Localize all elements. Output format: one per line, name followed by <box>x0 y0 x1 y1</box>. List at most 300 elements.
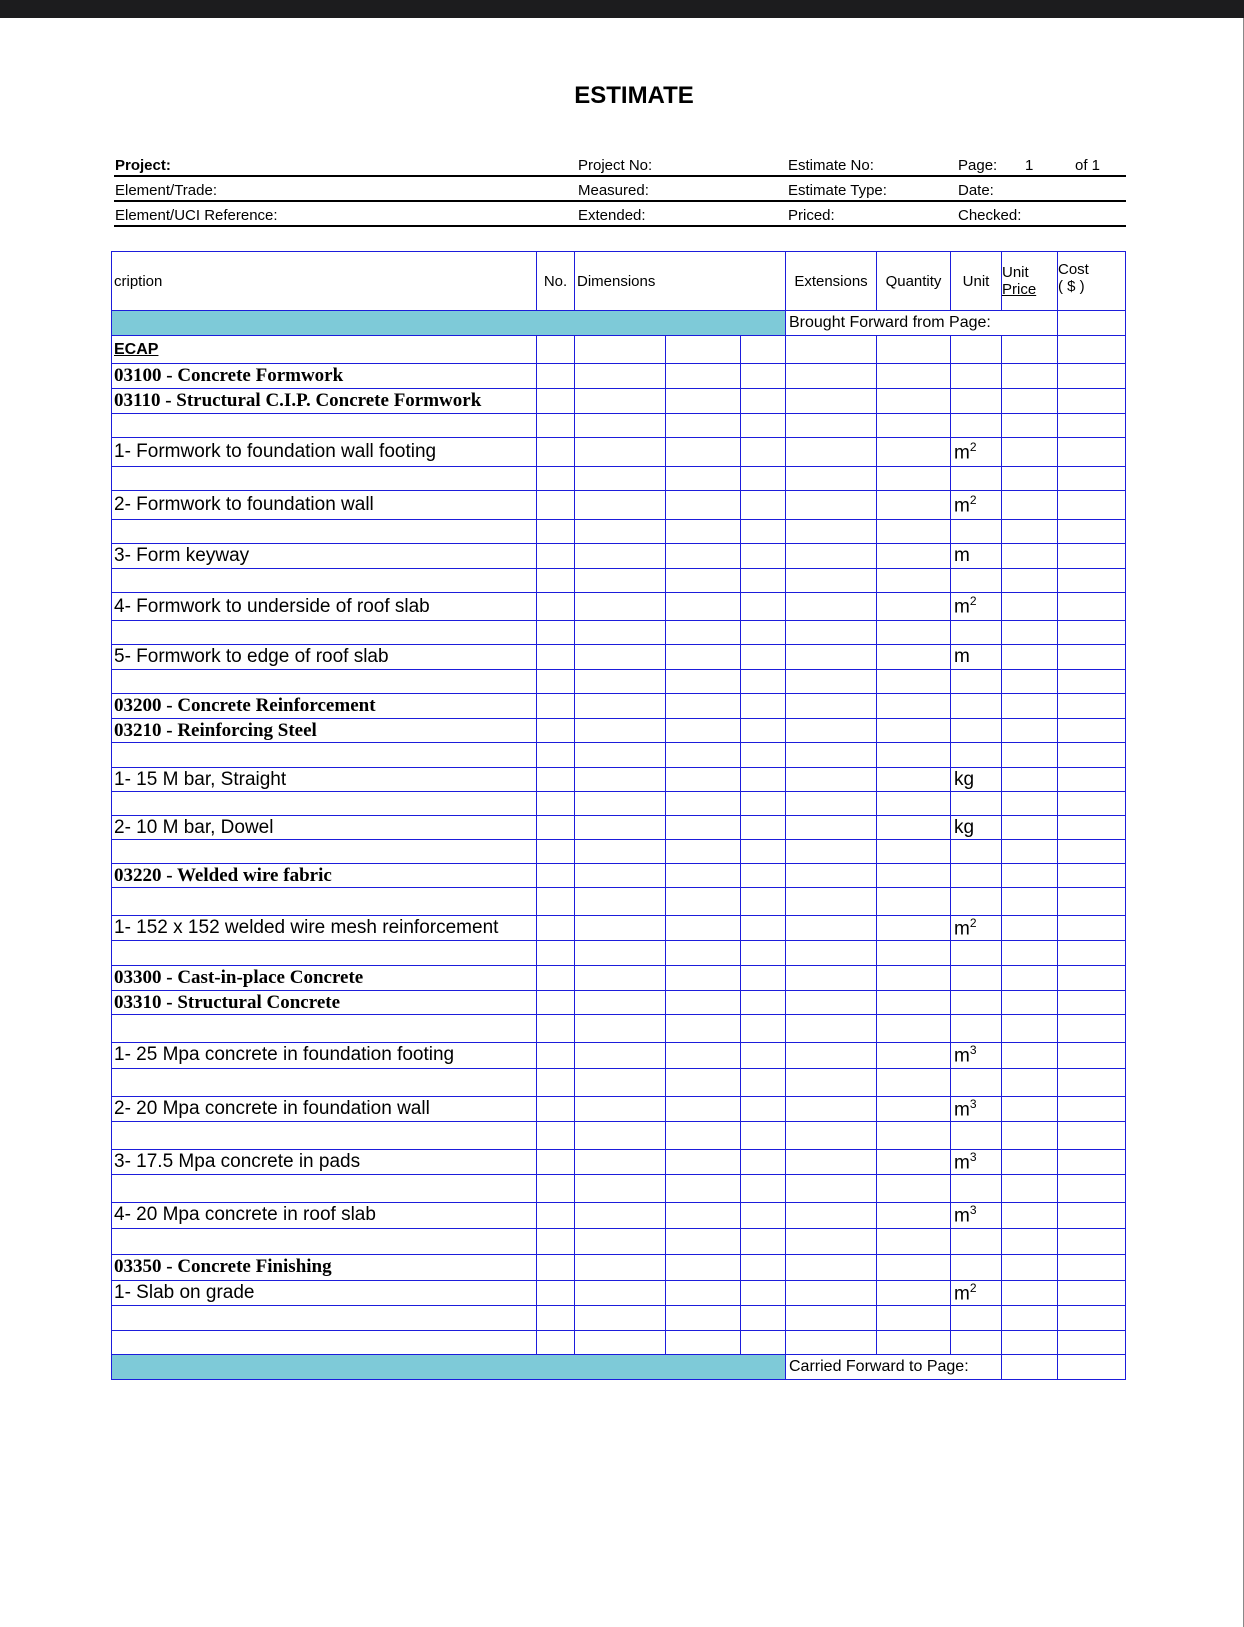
grid-cell <box>1002 888 1058 916</box>
grid-cell <box>537 1043 575 1068</box>
grid-cell <box>877 645 951 670</box>
unit-text: m <box>954 1282 970 1304</box>
grid-cell <box>575 941 666 966</box>
grid-cell <box>575 916 666 941</box>
grid-cell <box>1058 864 1126 888</box>
table-row <box>112 991 1126 1015</box>
grid-cell <box>537 336 575 364</box>
grid-cell <box>537 840 575 864</box>
unit-cell <box>951 544 1002 569</box>
table-row <box>112 694 1126 719</box>
grid-cell <box>1058 743 1126 768</box>
unit-text: m <box>954 495 970 517</box>
grid-cell <box>1002 768 1058 792</box>
grid-cell <box>537 941 575 966</box>
description-cell: 2- 20 Mpa concrete in foundation wall <box>112 1096 537 1121</box>
grid-cell <box>877 438 951 467</box>
grid-cell <box>1058 1305 1126 1330</box>
grid-cell <box>537 438 575 467</box>
grid-cell <box>786 1280 877 1305</box>
grid-cell <box>786 336 877 364</box>
unit-text: m <box>954 442 970 464</box>
grid-cell <box>741 1068 786 1096</box>
grid-cell <box>877 1228 951 1254</box>
description-cell: 03350 - Concrete Finishing <box>112 1254 537 1280</box>
grid-cell <box>877 520 951 544</box>
table-row <box>112 966 1126 991</box>
grid-cell <box>1058 1254 1126 1280</box>
estimate-no-label: Estimate No: <box>788 157 874 174</box>
grid-cell <box>537 1068 575 1096</box>
grid-cell <box>786 544 877 569</box>
grid-cell <box>877 1043 951 1068</box>
description-cell: 03220 - Welded wire fabric <box>112 864 537 888</box>
description-cell: 03200 - Concrete Reinforcement <box>112 694 537 719</box>
grid-cell <box>575 1121 666 1149</box>
grid-cell <box>575 768 666 792</box>
grid-cell <box>1002 864 1058 888</box>
grid-cell <box>575 991 666 1015</box>
grid-cell <box>666 593 741 621</box>
grid-cell <box>575 694 666 719</box>
grid-cell <box>537 645 575 670</box>
page-title: ESTIMATE <box>574 82 694 109</box>
grid-cell <box>537 888 575 916</box>
grid-cell <box>1058 1149 1126 1174</box>
unit-exponent: 3 <box>969 1203 977 1218</box>
brought-forward-label: Brought Forward from Page: <box>786 311 1058 336</box>
grid-cell <box>1002 593 1058 621</box>
grid-cell <box>877 467 951 491</box>
grid-cell <box>786 1305 877 1330</box>
grid-cell <box>575 621 666 645</box>
grid-cell <box>666 1203 741 1228</box>
description-cell <box>112 941 537 966</box>
grid-cell <box>666 467 741 491</box>
grid-cell <box>877 593 951 621</box>
grid-cell <box>666 645 741 670</box>
grid-cell <box>1002 670 1058 694</box>
unit-cell <box>951 768 1002 792</box>
grid-cell <box>1058 694 1126 719</box>
grid-cell <box>786 1254 877 1280</box>
grid-cell <box>1002 621 1058 645</box>
grid-cell <box>741 743 786 768</box>
grid-cell <box>1058 1043 1126 1068</box>
grid-cell <box>1058 389 1126 414</box>
unit-cell <box>951 864 1002 888</box>
description-cell: 4- 20 Mpa concrete in roof slab <box>112 1203 537 1228</box>
grid-cell <box>1002 438 1058 467</box>
description-cell: 4- Formwork to underside of roof slab <box>112 593 537 621</box>
project-label: Project: <box>115 157 171 174</box>
grid-cell <box>877 719 951 743</box>
grid-cell <box>537 816 575 840</box>
grid-cell <box>1058 1203 1126 1228</box>
grid-cell <box>1058 816 1126 840</box>
column-header-row <box>112 252 1126 311</box>
unit-cell <box>951 467 1002 491</box>
unit-exponent: 2 <box>969 1280 977 1295</box>
table-row <box>112 1305 1126 1330</box>
grid-cell <box>741 768 786 792</box>
unit-cell <box>951 816 1002 840</box>
grid-cell <box>666 966 741 991</box>
grid-cell <box>786 816 877 840</box>
unit-cell <box>951 694 1002 719</box>
grid-cell <box>666 1121 741 1149</box>
grid-cell <box>537 1203 575 1228</box>
unit-cell <box>951 491 1002 520</box>
grid-cell <box>575 966 666 991</box>
description-cell: 2- Formwork to foundation wall <box>112 491 537 520</box>
grid-cell <box>537 1175 575 1203</box>
grid-cell <box>741 888 786 916</box>
grid-cell <box>1002 1254 1058 1280</box>
grid-cell <box>575 593 666 621</box>
grid-cell <box>575 1043 666 1068</box>
grid-cell <box>1002 743 1058 768</box>
grid-cell <box>1002 544 1058 569</box>
grid-cell <box>741 1280 786 1305</box>
unit-text: m <box>954 1152 970 1174</box>
description-cell: 1- Formwork to foundation wall footing <box>112 438 537 467</box>
description-cell: 2- 10 M bar, Dowel <box>112 816 537 840</box>
grid-cell <box>575 864 666 888</box>
unit-cell <box>951 1203 1002 1228</box>
grid-cell <box>537 864 575 888</box>
grid-cell <box>786 916 877 941</box>
grid-cell <box>575 1068 666 1096</box>
grid-cell <box>537 593 575 621</box>
grid-cell <box>537 1254 575 1280</box>
col-quantity: Quantity <box>877 252 951 311</box>
grid-cell <box>1058 1096 1126 1121</box>
description-cell: 03310 - Structural Concrete <box>112 991 537 1015</box>
table-row <box>112 645 1126 670</box>
grid-cell <box>666 888 741 916</box>
grid-cell <box>786 941 877 966</box>
grid-cell <box>786 670 877 694</box>
unit-text: m <box>954 646 970 667</box>
grid-cell <box>741 491 786 520</box>
table-row <box>112 941 1126 966</box>
grid-cell <box>666 1015 741 1043</box>
grid-cell <box>666 792 741 816</box>
unit-exponent: 2 <box>969 594 977 609</box>
grid-cell <box>575 467 666 491</box>
grid-cell <box>537 621 575 645</box>
grid-cell <box>575 1175 666 1203</box>
grid-cell <box>1002 1068 1058 1096</box>
unit-exponent: 2 <box>969 916 977 930</box>
col-cost: Cost ( $ ) <box>1058 252 1126 311</box>
grid-cell <box>666 864 741 888</box>
grid-cell <box>741 1254 786 1280</box>
description-cell <box>112 840 537 864</box>
grid-cell <box>575 364 666 389</box>
grid-cell <box>786 1149 877 1174</box>
grid-cell <box>877 1254 951 1280</box>
unit-cell <box>951 1096 1002 1121</box>
grid-cell <box>741 467 786 491</box>
grid-cell <box>1058 569 1126 593</box>
header-rule <box>114 200 1126 202</box>
table-row <box>112 569 1126 593</box>
grid-cell <box>1002 966 1058 991</box>
grid-cell <box>666 569 741 593</box>
grid-cell <box>666 364 741 389</box>
page-label: Page: <box>958 157 998 174</box>
description-cell <box>112 743 537 768</box>
table-row <box>112 670 1126 694</box>
unit-cell <box>951 888 1002 916</box>
grid-cell <box>877 1175 951 1203</box>
grid-cell <box>877 1149 951 1174</box>
unit-cell <box>951 389 1002 414</box>
grid-cell <box>575 645 666 670</box>
grid-cell <box>1058 1121 1126 1149</box>
grid-cell <box>1058 966 1126 991</box>
grid-cell <box>1002 1121 1058 1149</box>
description-cell: 03100 - Concrete Formwork <box>112 364 537 389</box>
grid-cell <box>575 743 666 768</box>
description-cell <box>112 1175 537 1203</box>
grid-cell <box>877 916 951 941</box>
unit-cell <box>951 719 1002 743</box>
unit-text: kg <box>954 768 975 790</box>
col-description: cription <box>112 252 537 311</box>
grid-cell <box>786 593 877 621</box>
unit-cell <box>951 966 1002 991</box>
grid-cell <box>786 694 877 719</box>
estimate-grid <box>111 251 1126 1380</box>
grid-cell <box>537 768 575 792</box>
grid-cell <box>1002 1015 1058 1043</box>
grid-cell <box>786 389 877 414</box>
grid-cell <box>537 1280 575 1305</box>
table-row <box>112 364 1126 389</box>
grid-cell <box>666 520 741 544</box>
grid-cell <box>877 816 951 840</box>
col-unit: Unit <box>951 252 1002 311</box>
grid-cell <box>741 1330 786 1354</box>
unit-cell <box>951 1149 1002 1174</box>
grid-cell <box>786 1175 877 1203</box>
grid-cell <box>537 966 575 991</box>
unit-cell <box>951 792 1002 816</box>
grid-cell <box>1002 694 1058 719</box>
grid-cell <box>877 743 951 768</box>
grid-cell <box>1002 719 1058 743</box>
description-cell: ECAP <box>112 336 537 364</box>
grid-cell <box>1058 768 1126 792</box>
table-row <box>112 1254 1126 1280</box>
unit-text: m <box>954 1045 970 1067</box>
grid-cell <box>1002 491 1058 520</box>
unit-cell <box>951 621 1002 645</box>
unit-exponent: 3 <box>969 1149 977 1164</box>
grid-cell <box>575 1254 666 1280</box>
unit-text: m <box>954 1098 970 1120</box>
grid-cell <box>537 520 575 544</box>
grid-cell <box>1058 414 1126 438</box>
table-row <box>112 1121 1126 1149</box>
grid-cell <box>575 840 666 864</box>
grid-cell <box>537 1015 575 1043</box>
table-row <box>112 719 1126 743</box>
grid-cell <box>877 768 951 792</box>
grid-cell <box>1002 364 1058 389</box>
grid-cell <box>877 670 951 694</box>
grid-cell <box>575 1330 666 1354</box>
grid-cell <box>741 1015 786 1043</box>
table-row <box>112 1330 1126 1354</box>
description-cell: 03300 - Cast-in-place Concrete <box>112 966 537 991</box>
table-row <box>112 792 1126 816</box>
table-row <box>112 520 1126 544</box>
unit-text: m <box>954 596 970 618</box>
grid-cell <box>666 743 741 768</box>
grid-cell <box>741 438 786 467</box>
grid-cell <box>666 438 741 467</box>
grid-cell <box>1058 336 1126 364</box>
grid-cell <box>1058 621 1126 645</box>
grid-cell <box>741 1096 786 1121</box>
col-dimensions: Dimensions <box>575 252 786 311</box>
grid-cell <box>786 364 877 389</box>
grid-cell <box>741 1043 786 1068</box>
grid-cell <box>786 1203 877 1228</box>
grid-cell <box>741 1121 786 1149</box>
page-of-total: of 1 <box>1075 157 1101 174</box>
grid-cell <box>1002 520 1058 544</box>
description-cell: 1- 25 Mpa concrete in foundation footing <box>112 1043 537 1068</box>
grid-cell <box>537 792 575 816</box>
grid-cell <box>741 792 786 816</box>
grid-cell <box>877 840 951 864</box>
grid-cell <box>666 1228 741 1254</box>
grid-cell <box>537 389 575 414</box>
grid-cell <box>666 1043 741 1068</box>
description-cell <box>112 520 537 544</box>
table-row <box>112 916 1126 941</box>
grid-cell <box>877 364 951 389</box>
grid-cell <box>1002 1096 1058 1121</box>
grid-cell <box>666 1254 741 1280</box>
grid-cell <box>537 1228 575 1254</box>
grid-cell <box>666 694 741 719</box>
grid-cell <box>1058 1280 1126 1305</box>
grid-cell <box>1002 467 1058 491</box>
extended-label: Extended: <box>578 207 646 224</box>
grid-cell <box>575 336 666 364</box>
grid-cell <box>575 670 666 694</box>
grid-cell <box>1058 1175 1126 1203</box>
grid-cell <box>786 621 877 645</box>
unit-cell <box>951 1068 1002 1096</box>
grid-cell <box>1058 520 1126 544</box>
unit-cell <box>951 1280 1002 1305</box>
carried-forward-row <box>112 1354 1126 1379</box>
grid-cell <box>1058 1228 1126 1254</box>
table-row <box>112 467 1126 491</box>
grid-cell <box>575 544 666 569</box>
unit-text: m <box>954 918 970 940</box>
unit-cell <box>951 991 1002 1015</box>
checked-label: Checked: <box>958 207 1022 224</box>
grid-cell <box>575 719 666 743</box>
grid-cell <box>741 389 786 414</box>
description-cell: 3- Form keyway <box>112 544 537 569</box>
grid-cell <box>666 1280 741 1305</box>
grid-cell <box>741 1203 786 1228</box>
grid-cell <box>741 916 786 941</box>
unit-cell <box>951 438 1002 467</box>
grid-cell <box>575 816 666 840</box>
grid-cell <box>575 569 666 593</box>
grid-cell <box>741 1228 786 1254</box>
unit-cell <box>951 593 1002 621</box>
table-row <box>112 1228 1126 1254</box>
table-row <box>112 336 1126 364</box>
grid-cell <box>877 491 951 520</box>
description-cell: 03210 - Reinforcing Steel <box>112 719 537 743</box>
grid-cell <box>786 719 877 743</box>
grid-cell <box>877 1203 951 1228</box>
unit-cell <box>951 336 1002 364</box>
grid-cell <box>741 719 786 743</box>
grid-cell <box>575 520 666 544</box>
table-row <box>112 389 1126 414</box>
date-label: Date: <box>958 182 994 199</box>
grid-cell <box>537 1149 575 1174</box>
grid-cell <box>666 840 741 864</box>
grid-cell <box>666 1330 741 1354</box>
grid-cell <box>1058 1068 1126 1096</box>
grid-cell <box>666 916 741 941</box>
priced-label: Priced: <box>788 207 835 224</box>
table-row <box>112 544 1126 569</box>
grid-cell <box>877 1330 951 1354</box>
grid-cell <box>1002 569 1058 593</box>
unit-cell <box>951 941 1002 966</box>
grid-cell <box>537 1305 575 1330</box>
grid-cell <box>666 414 741 438</box>
description-cell: 5- Formwork to edge of roof slab <box>112 645 537 670</box>
unit-cell <box>951 414 1002 438</box>
grid-cell <box>741 593 786 621</box>
table-row <box>112 1015 1126 1043</box>
unit-cell <box>951 670 1002 694</box>
grid-cell <box>786 1068 877 1096</box>
description-cell: 1- 15 M bar, Straight <box>112 768 537 792</box>
project-no-label: Project No: <box>578 157 653 174</box>
grid-cell <box>1002 336 1058 364</box>
grid-cell <box>1002 1203 1058 1228</box>
grid-cell <box>1058 719 1126 743</box>
grid-cell <box>877 621 951 645</box>
grid-cell <box>1058 1330 1126 1354</box>
unit-text: m <box>954 1205 970 1227</box>
grid-cell <box>786 1043 877 1068</box>
grid-cell <box>741 816 786 840</box>
grid-cell <box>575 1096 666 1121</box>
grid-cell <box>741 569 786 593</box>
description-cell <box>112 569 537 593</box>
grid-cell <box>575 389 666 414</box>
grid-cell <box>575 414 666 438</box>
